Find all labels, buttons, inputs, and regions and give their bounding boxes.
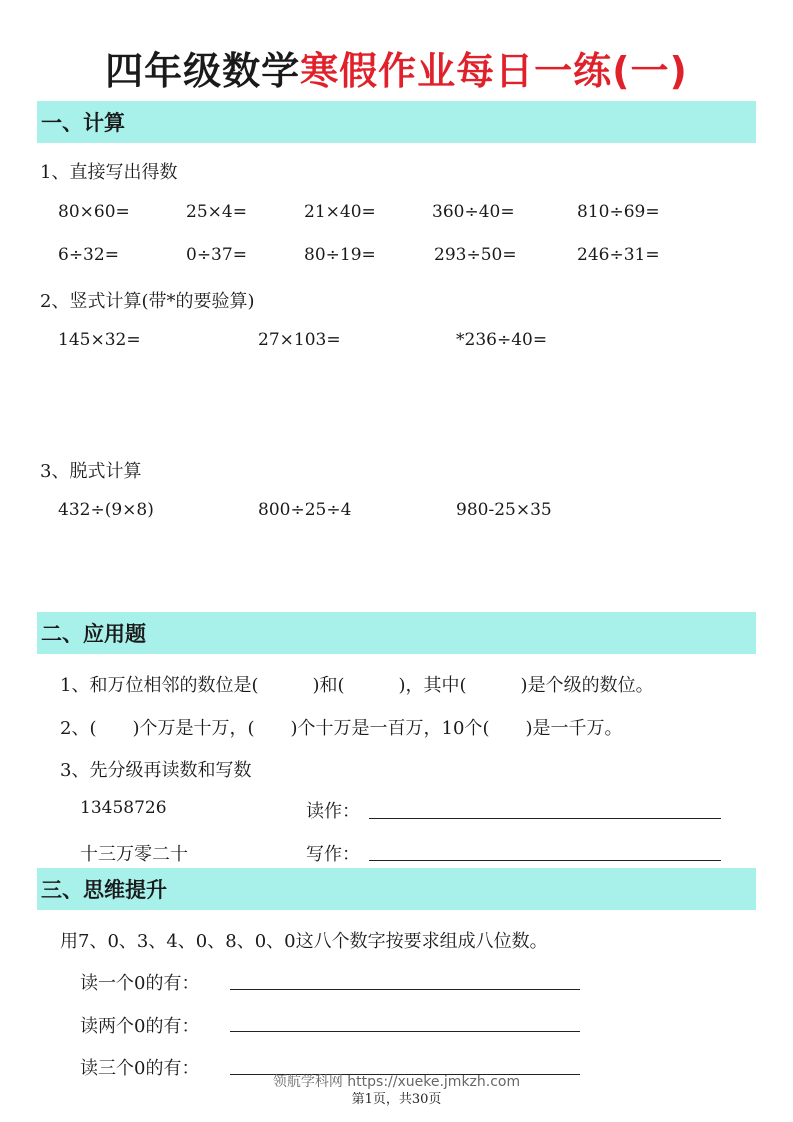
- title-part1: 四年级数学: [105, 49, 301, 93]
- watermark: 领航学科网 https://xueke.jmkzh.com: [272, 1074, 521, 1090]
- calc-r2-2: 0÷37=: [186, 245, 247, 265]
- calc-r2-3: 80÷19=: [304, 245, 376, 265]
- calc-r2-5: 246÷31=: [577, 245, 660, 265]
- vertical-calc-2: 27×103=: [258, 330, 341, 350]
- read-three-zero-label: 读三个0的有：: [80, 1058, 200, 1079]
- write-answer-line[interactable]: [369, 860, 721, 861]
- read-two-zero-label: 读两个0的有：: [80, 1016, 200, 1037]
- section2-q2: 2、( )个万是十万，( )个十万是一百万，10个( )是一千万。: [60, 718, 623, 739]
- section1-q1-label: 1、直接写出得数: [40, 162, 178, 183]
- section3-intro: 用7、0、3、4、0、8、0、0这八个数字按要求组成八位数。: [60, 931, 548, 952]
- stepwise-calc-1: 432÷(9×8): [58, 500, 154, 520]
- read-two-zero-line[interactable]: [230, 1031, 580, 1032]
- section2-heading: 二、应用题: [41, 622, 146, 646]
- read-label: 读作：: [306, 801, 360, 822]
- stepwise-calc-2: 800÷25÷4: [258, 500, 352, 520]
- calc-r1-3: 21×40=: [304, 202, 376, 222]
- stepwise-calc-3: 980-25×35: [456, 500, 552, 520]
- read-one-zero-line[interactable]: [230, 989, 580, 990]
- calc-r1-1: 80×60=: [58, 202, 130, 222]
- section2-q1: 1、和万位相邻的数位是( )和( )，其中( )是个级的数位。: [60, 675, 654, 696]
- calc-r2-4: 293÷50=: [434, 245, 517, 265]
- section1-heading: 一、计算: [41, 111, 125, 135]
- read-answer-line[interactable]: [369, 818, 721, 819]
- number-to-read: 13458726: [80, 798, 167, 818]
- title-part2: 寒假作业每日一练(一): [300, 49, 688, 93]
- section3-heading: 三、思维提升: [41, 878, 167, 902]
- number-to-write: 十三万零二十: [80, 844, 188, 865]
- section1-header-bar: [37, 101, 756, 143]
- read-one-zero-label: 读一个0的有：: [80, 973, 200, 994]
- section2-header-bar: [37, 612, 756, 654]
- calc-r2-1: 6÷32=: [58, 245, 119, 265]
- page-number: 第1页，共30页: [351, 1092, 442, 1107]
- vertical-calc-1: 145×32=: [58, 330, 141, 350]
- calc-r1-5: 810÷69=: [577, 202, 660, 222]
- page-title: [0, 40, 793, 95]
- section2-q3-label: 3、先分级再读数和写数: [60, 760, 252, 781]
- calc-r1-2: 25×4=: [186, 202, 247, 222]
- section1-q3-label: 3、脱式计算: [40, 461, 142, 482]
- calc-r1-4: 360÷40=: [432, 202, 515, 222]
- section1-q2-label: 2、竖式计算(带*的要验算): [40, 291, 255, 312]
- write-label: 写作：: [306, 844, 360, 865]
- vertical-calc-3: *236÷40=: [456, 330, 548, 350]
- section3-header-bar: [37, 868, 756, 910]
